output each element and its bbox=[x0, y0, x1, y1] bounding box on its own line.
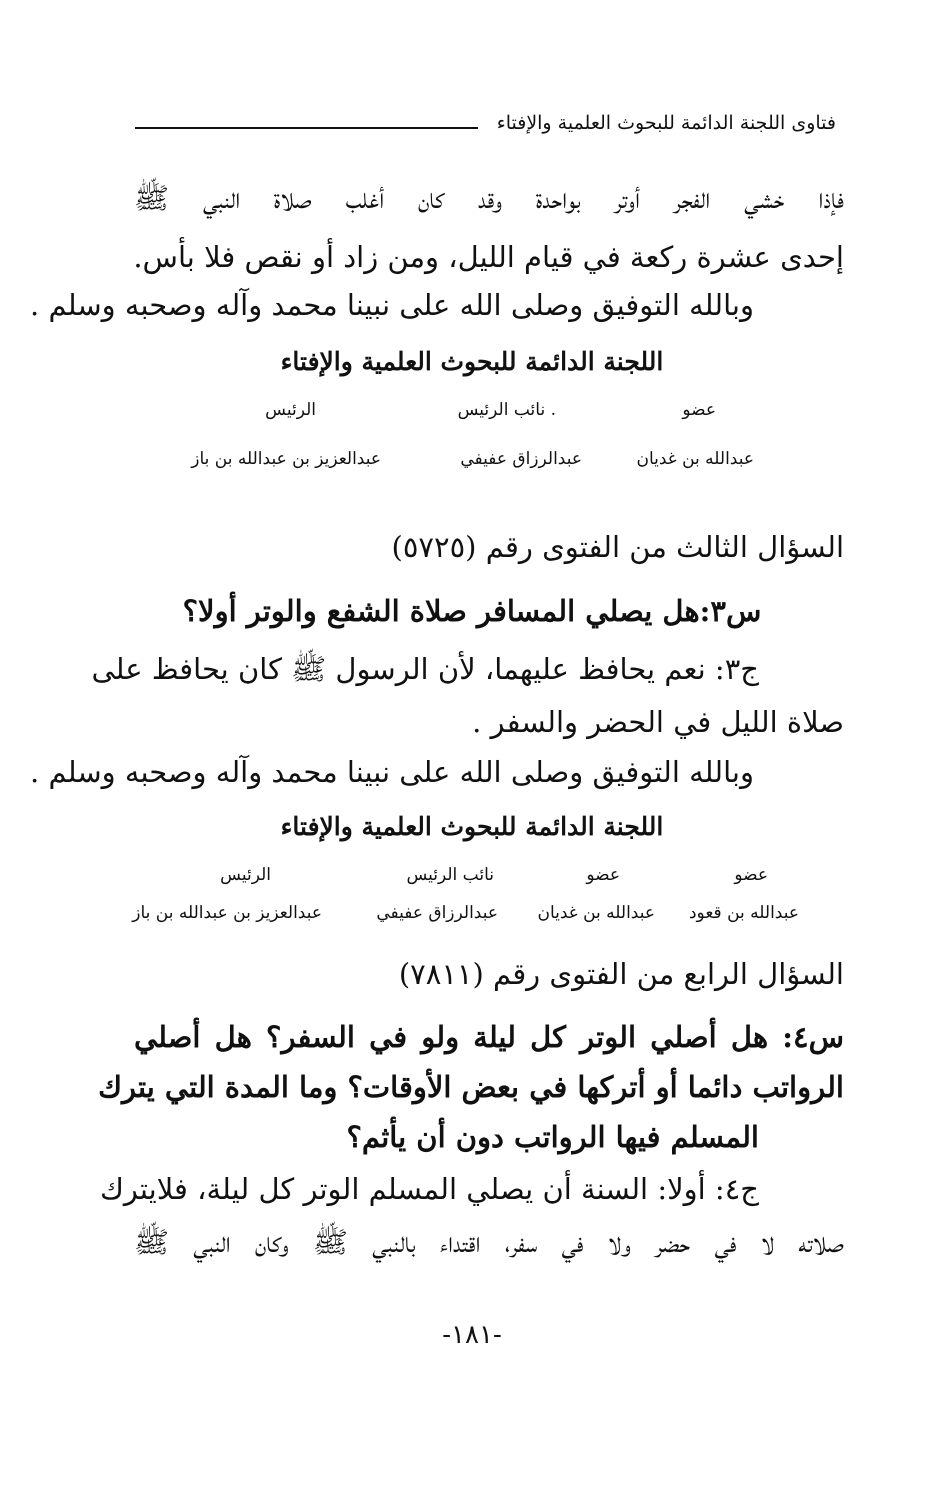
member-role: الرئيس bbox=[265, 400, 316, 420]
answer-line: صلاته لا في حضر ولا في سفر، اقتداء بالنبي ﷺ وكان النبي ﷺ bbox=[134, 1225, 844, 1259]
member-role: عضو bbox=[734, 865, 768, 885]
member-name: عبدالعزيز بن عبدالله بن باز bbox=[191, 449, 381, 469]
fatwa-heading: السؤال الرابع من الفتوى رقم (٧٨١١) bbox=[398, 957, 844, 991]
member-role: الرئيس bbox=[220, 865, 271, 885]
member-role: عضو bbox=[682, 400, 716, 420]
fatwa-heading: السؤال الثالث من الفتوى رقم (٥٧٢٥) bbox=[391, 530, 844, 564]
committee-title: اللجنة الدائمة للبحوث العلمية والإفتاء bbox=[280, 812, 664, 841]
member-name: عبدالله بن غديان bbox=[537, 903, 655, 923]
member-name: عبدالله بن قعود bbox=[688, 903, 799, 923]
member-name: عبدالعزيز بن عبدالله بن باز bbox=[132, 903, 322, 923]
closing-line: وبالله التوفيق وصلى الله على نبينا محمد وآله وصحبه وسلم . bbox=[30, 755, 754, 789]
question-text: الرواتب دائما أو أتركها في بعض الأوقات؟ وما المدة التي يترك bbox=[98, 1070, 844, 1104]
member-name: عبدالرزاق عفيفي bbox=[376, 903, 498, 923]
member-role: عضو bbox=[586, 865, 620, 885]
question-text: المسلم فيها الرواتب دون أن يأثم؟ bbox=[346, 1120, 759, 1154]
answer-line: ج٣: نعم يحافظ عليهما، لأن الرسول ﷺ كان يحافظ على bbox=[91, 652, 759, 686]
question-text: س٣:هل يصلي المسافر صلاة الشفع والوتر أولا؟ bbox=[182, 594, 762, 628]
running-head: فتاوى اللجنة الدائمة للبحوث العلمية والإفتاء bbox=[496, 112, 836, 134]
header-rule bbox=[135, 127, 478, 129]
answer-line: صلاة الليل في الحضر والسفر . bbox=[472, 705, 844, 739]
page-number: -١٨١- bbox=[442, 1320, 502, 1350]
closing-line: وبالله التوفيق وصلى الله على نبينا محمد وآله وصحبه وسلم . bbox=[30, 288, 754, 322]
member-name: عبدالله بن غديان bbox=[636, 449, 754, 469]
committee-title: اللجنة الدائمة للبحوث العلمية والإفتاء bbox=[280, 347, 664, 376]
member-role: . نائب الرئيس bbox=[457, 400, 556, 420]
member-role: نائب الرئيس bbox=[406, 865, 494, 885]
answer-line: ج٤: أولا: السنة أن يصلي المسلم الوتر كل ليلة، فلايترك bbox=[100, 1172, 759, 1206]
question-text: س٤: هل أصلي الوتر كل ليلة ولو في السفر؟ هل أصلي bbox=[134, 1020, 844, 1054]
paragraph-line: إحدى عشرة ركعة في قيام الليل، ومن زاد أو نقص فلا بأس. bbox=[133, 240, 844, 274]
member-name: عبدالرزاق عفيفي bbox=[460, 449, 582, 469]
paragraph-line: فإذا خشي الفجر أوتر بواحدة وقد كان أغلب صلاة النبي ﷺ bbox=[134, 181, 844, 215]
